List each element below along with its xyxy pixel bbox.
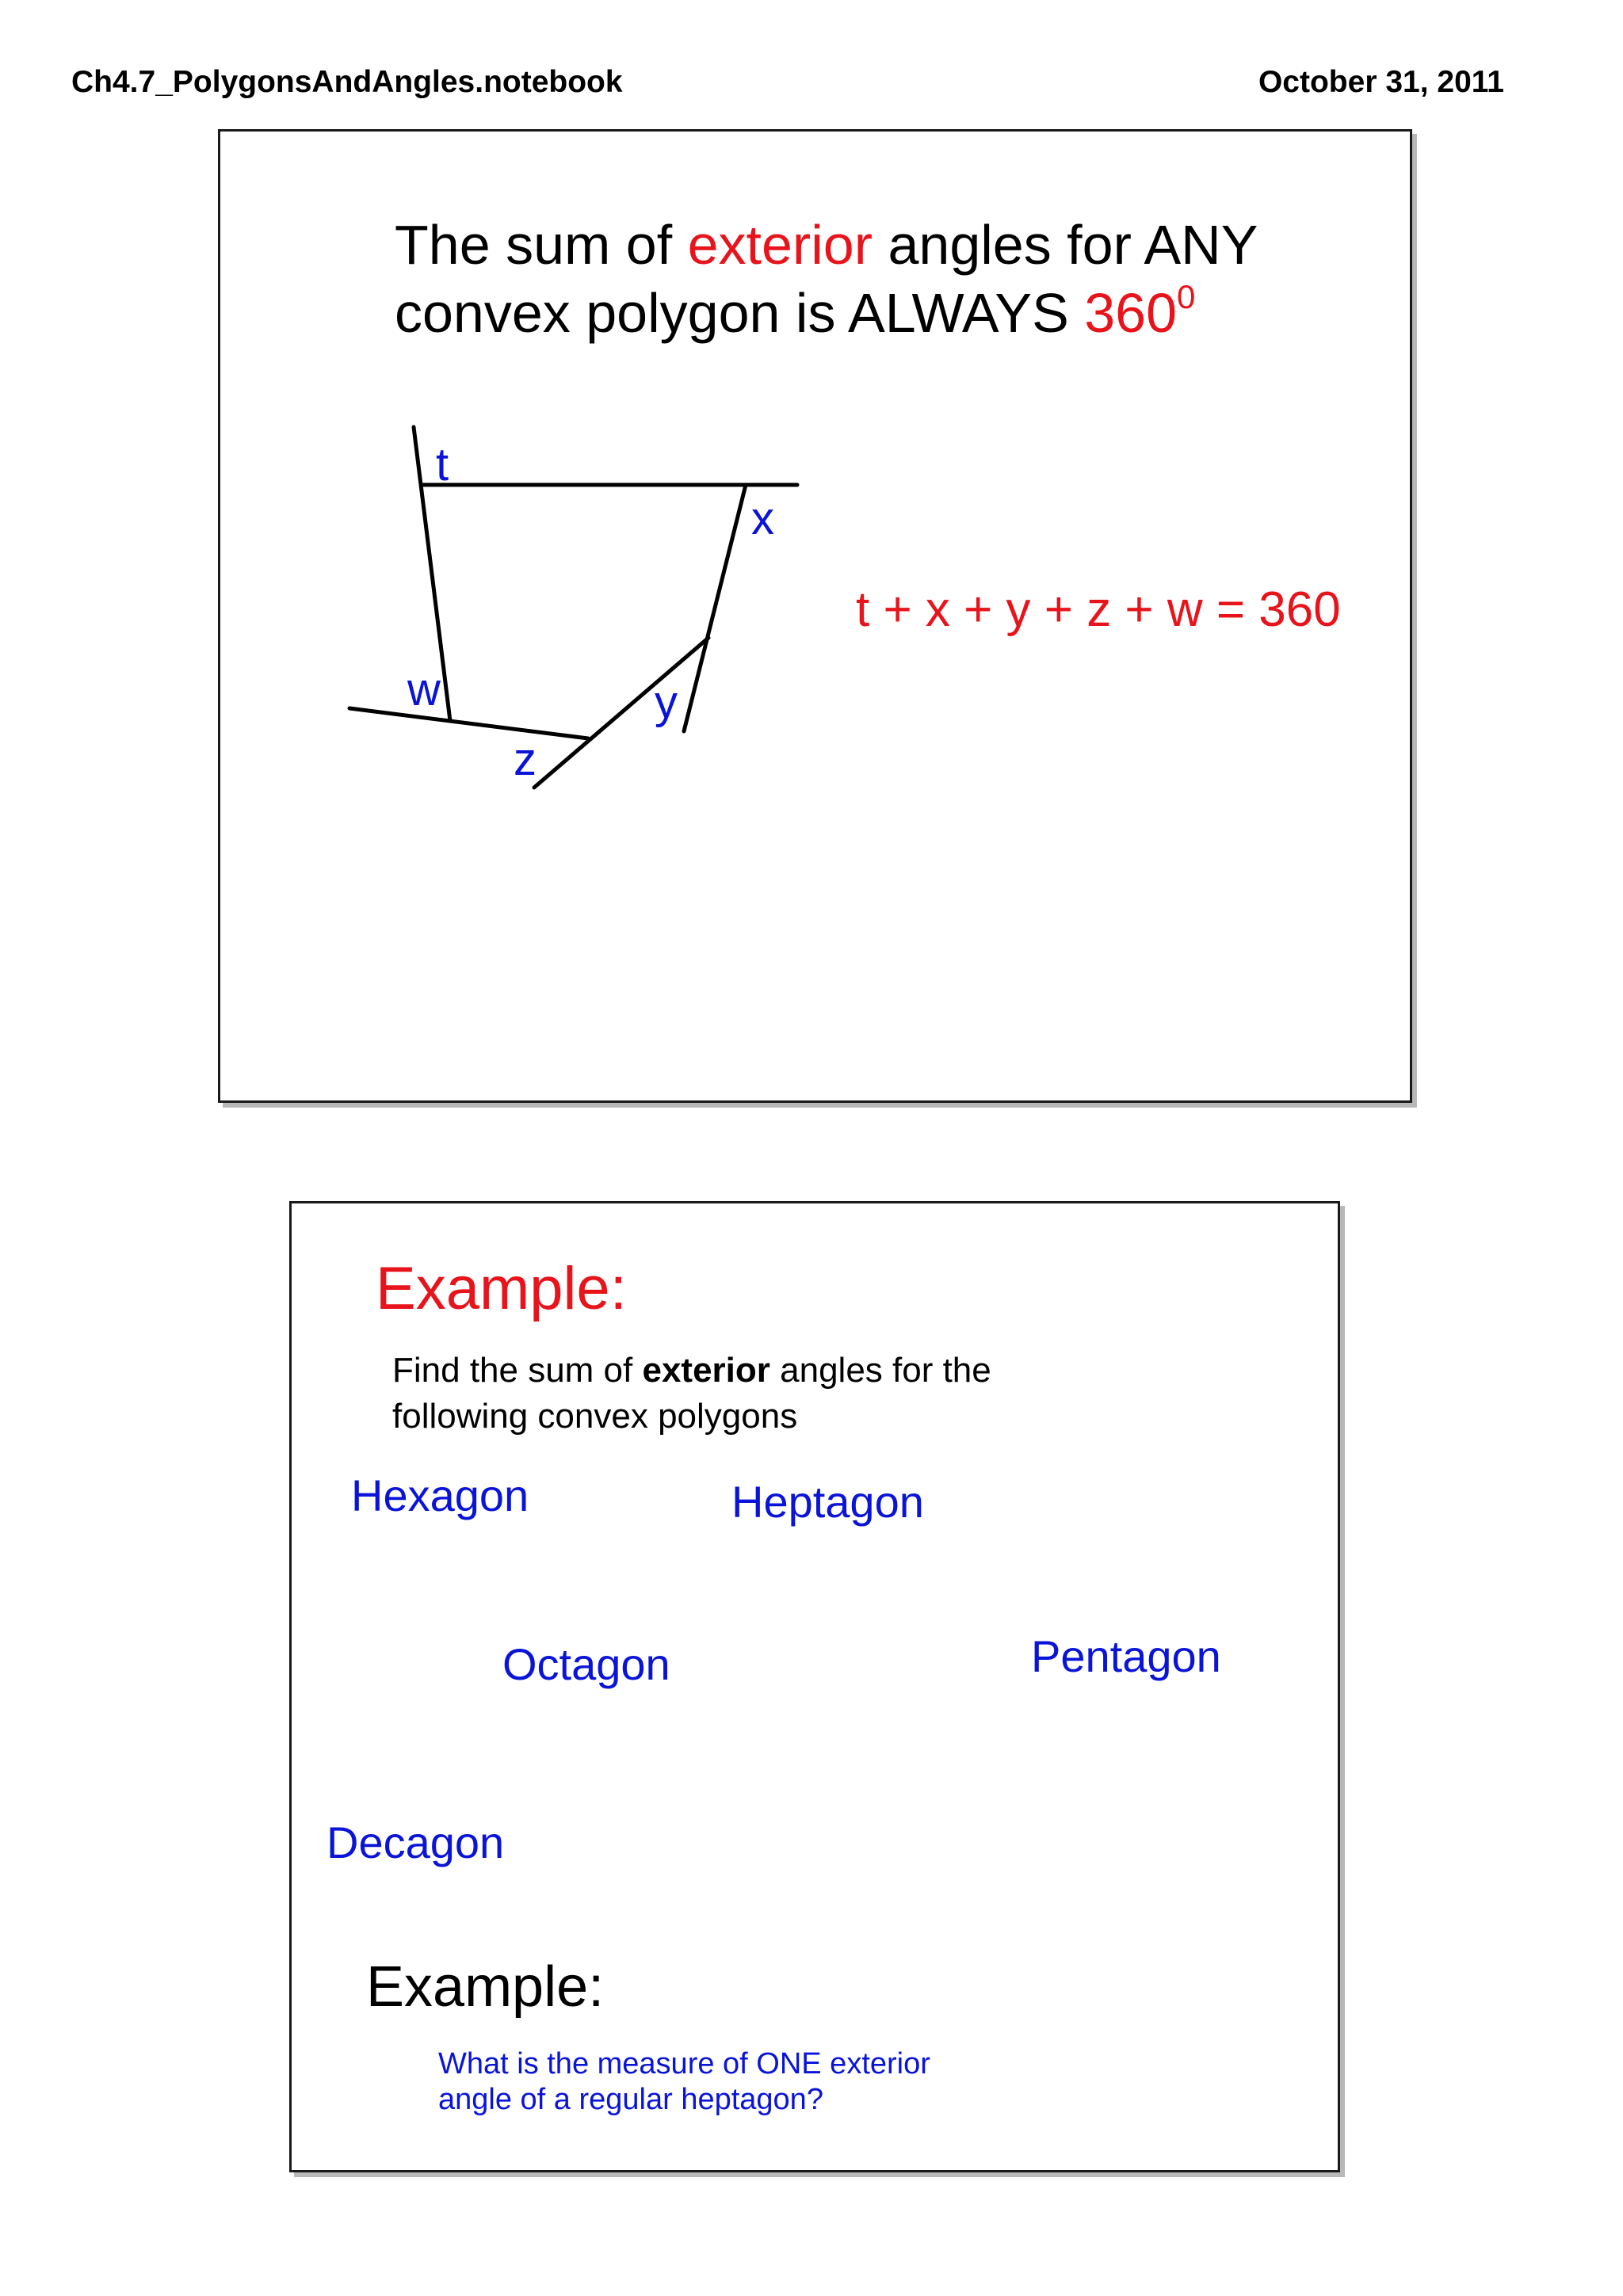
side-xy xyxy=(684,485,746,731)
example-prompt xyxy=(392,1348,995,1440)
example2-question: What is the measure of ONE exterior angle of a regular heptagon? xyxy=(438,2047,930,2116)
polygon-octagon: Octagon xyxy=(502,1639,670,1689)
prompt-text-2: angles for the following convex polygons xyxy=(392,1351,991,1436)
example-title: Example: xyxy=(376,1255,627,1322)
theorem-degree: 0 xyxy=(1177,278,1196,315)
theorem-text-2: angles for ANY xyxy=(873,214,1258,276)
example2-title: Example: xyxy=(366,1955,605,2019)
side-zw xyxy=(349,708,588,738)
theorem-value: 360 xyxy=(1084,282,1178,344)
notebook-date: October 31, 2011 xyxy=(1258,65,1504,99)
polygon-decagon: Decagon xyxy=(327,1817,505,1867)
slide-examples xyxy=(289,1201,1340,2172)
label-w: w xyxy=(407,664,441,715)
label-z: z xyxy=(514,734,537,785)
label-y: y xyxy=(655,677,678,728)
theorem-highlight: exterior xyxy=(687,214,873,276)
label-t: t xyxy=(436,439,449,490)
prompt-bold: exterior xyxy=(642,1351,770,1390)
polygon-pentagon: Pentagon xyxy=(1031,1631,1221,1681)
slide-exterior-angle-sum xyxy=(218,129,1412,1103)
notebook-file-name: Ch4.7_PolygonsAndAngles.notebook xyxy=(71,65,623,99)
theorem-text-3: convex polygon is ALWAYS xyxy=(395,282,1085,344)
angle-sum-equation: t + x + y + z + w = 360 xyxy=(856,582,1341,637)
theorem-text-1: The sum of xyxy=(395,214,688,276)
label-x: x xyxy=(751,493,774,544)
polygon-hexagon: Hexagon xyxy=(351,1470,529,1520)
polygon-heptagon: Heptagon xyxy=(731,1477,924,1527)
prompt-text-1: Find the sum of xyxy=(392,1351,643,1390)
side-yz xyxy=(534,638,708,788)
